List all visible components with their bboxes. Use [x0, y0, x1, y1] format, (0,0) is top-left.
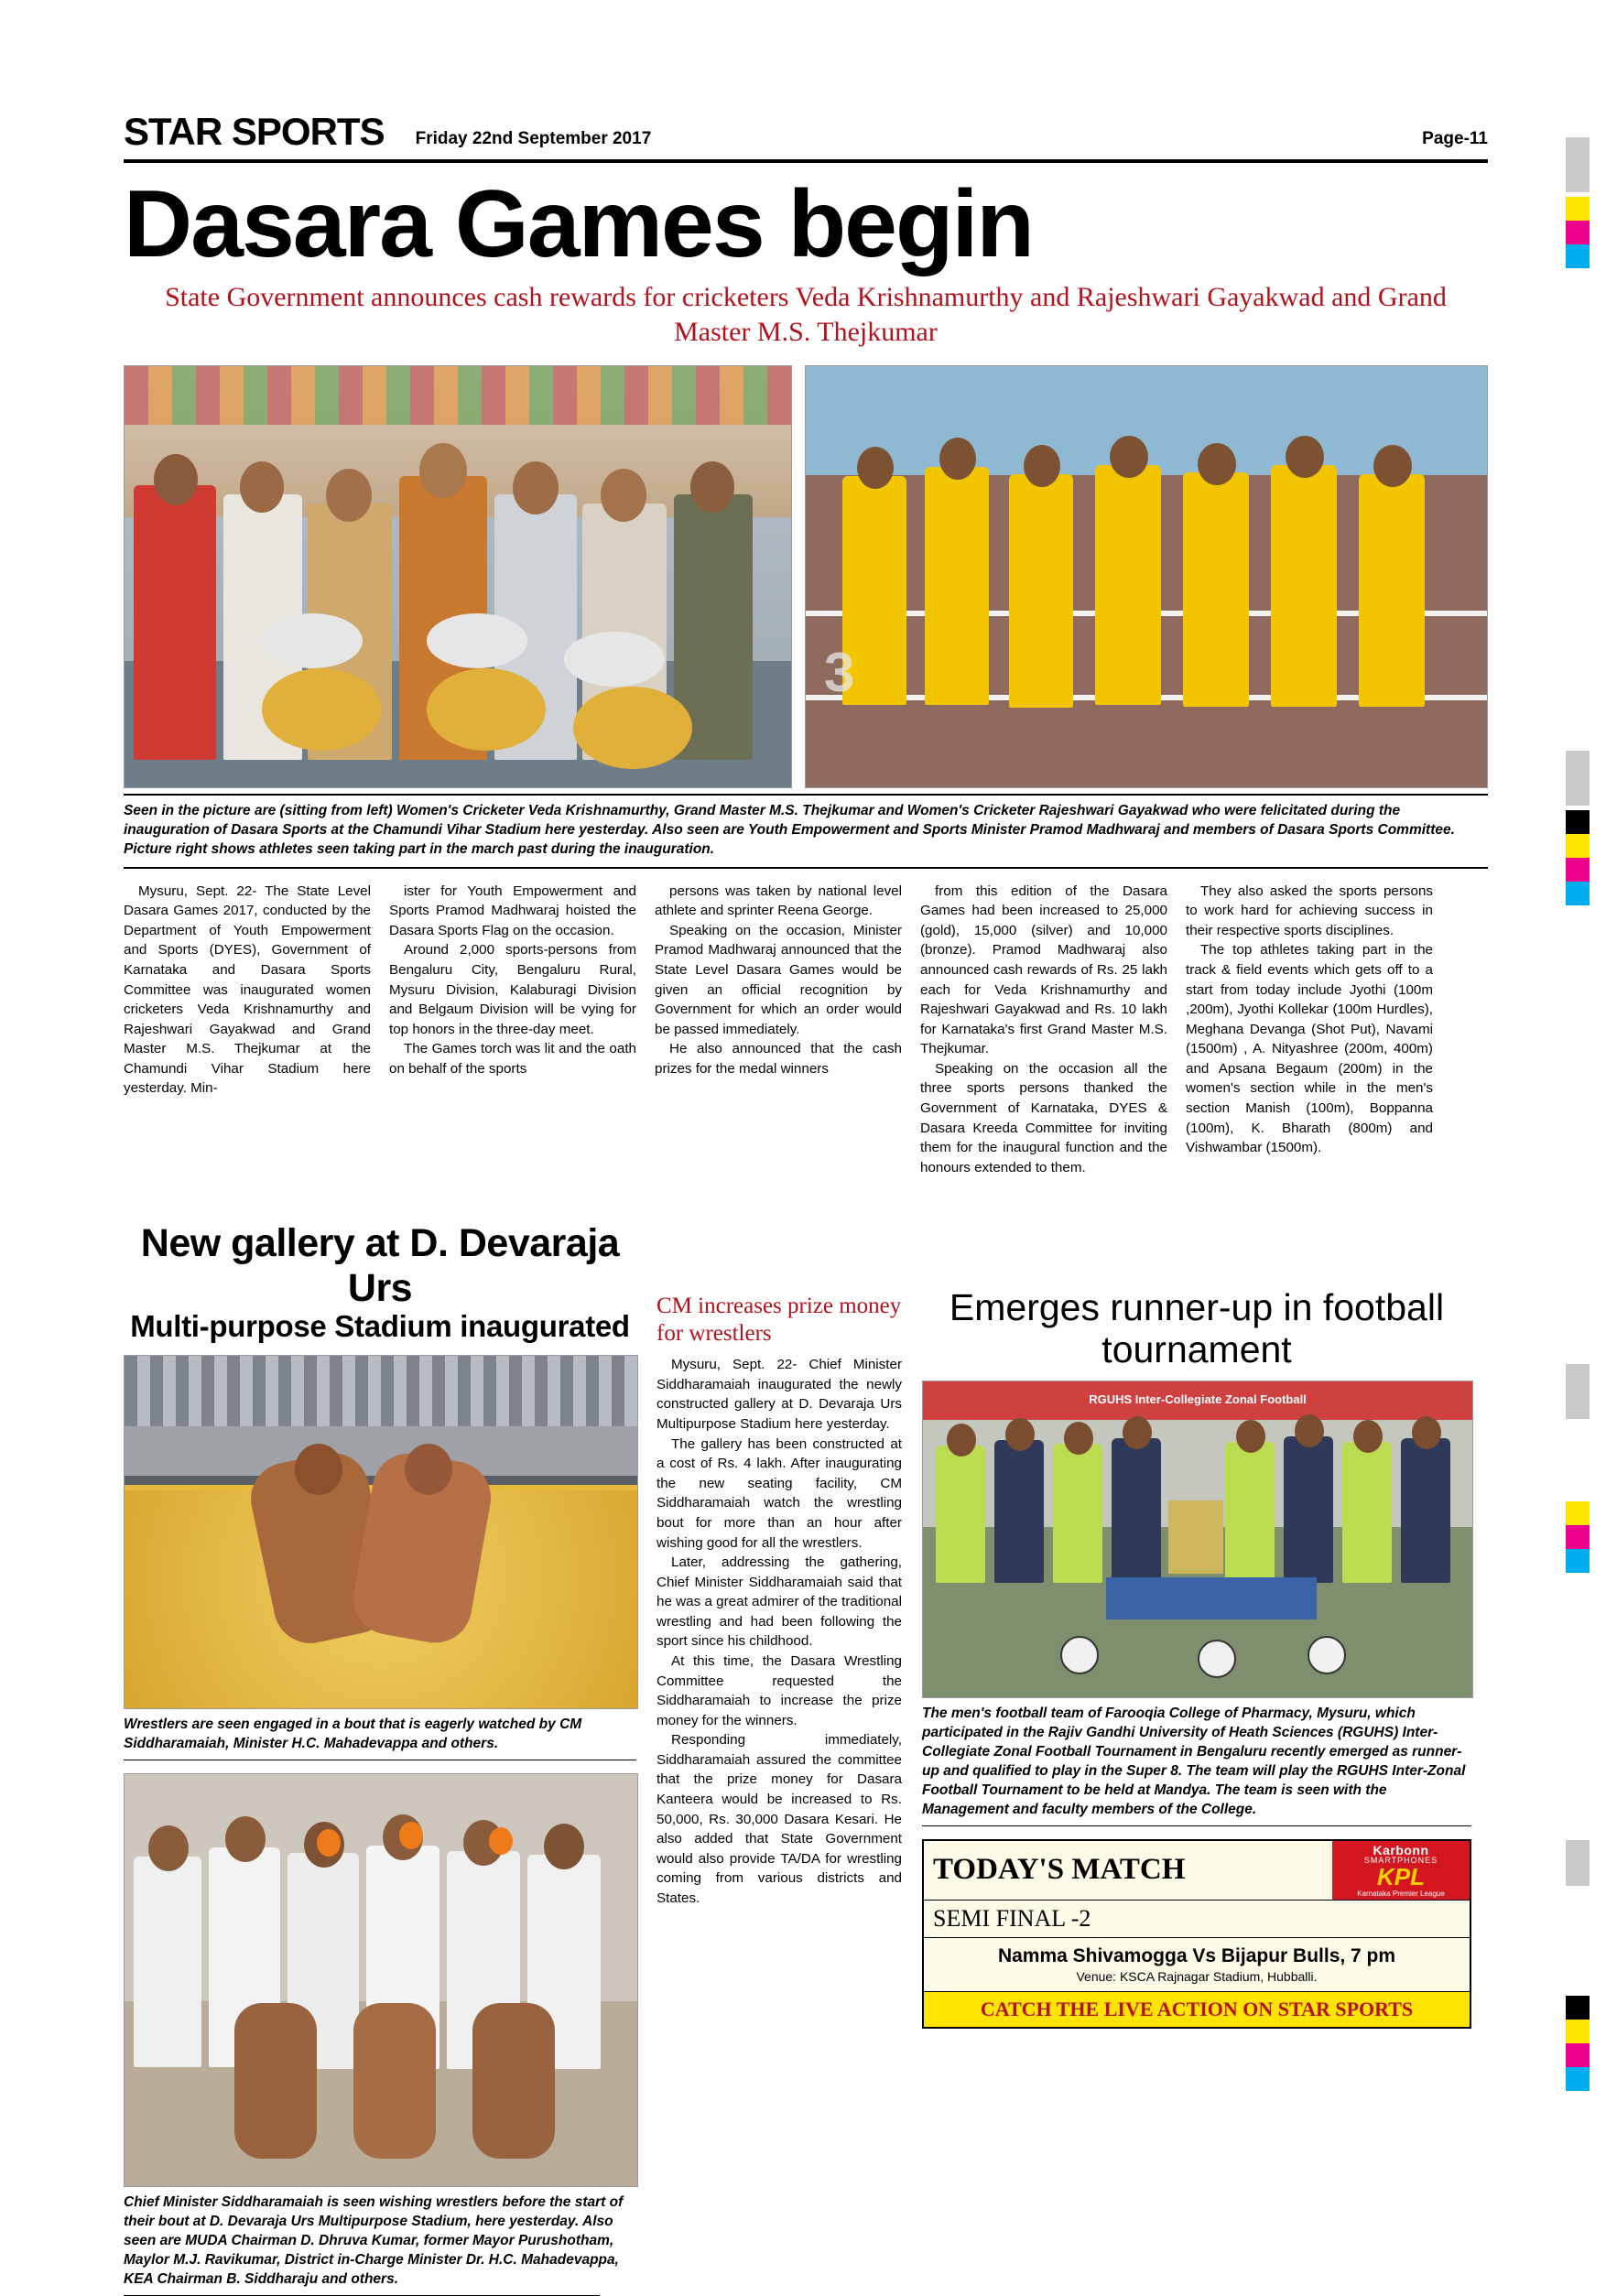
story-para: from this edition of the Dasara Games had been increased to 25,000 (gold), 15,000 (silver) and 10,000 (bronze). Pramod Madhwaraj also announced cash rewards of Rs. 25 lakh each for Veda Krishnamurthy and Rajeshwari Gayakwad and Rs. 10 lakh for Karnataka's first Grand Master M.S. Thejkumar. [920, 883, 1167, 1057]
story-para: Around 2,000 sports-persons from Bengaluru City, Bengaluru Rural, Mysuru Division, Kalaburagi Division and Belgaum Division will be vying for top honors in the three-day meet. [389, 942, 636, 1037]
reg-swatch-magenta-3 [1566, 1525, 1590, 1549]
reg-swatch-black-2 [1566, 1996, 1590, 2020]
todays-match-title: TODAY'S MATCH [933, 1853, 1186, 1887]
story-para: Mysuru, Sept. 22- The State Level Dasara Games 2017, conducted by the Department of Youth Empowerment and Sports (DYES), Government of Karnataka and Dasara Sports Committee was inaugurated women cricketers Veda Krishnamurthy and Rajeshwari Gayakwad and Grand Master M.S. Thejkumar at the Chamundi Vihar Stadium here yesterday. Min- [124, 883, 371, 1097]
match-venue: Venue: KSCA Rajnagar Stadium, Hubballi. [924, 1969, 1470, 1992]
reg-swatch-cyan-3 [1566, 1549, 1590, 1573]
reg-swatch-cyan [1566, 244, 1590, 268]
story-column-1 [124, 882, 371, 1178]
todays-match-header [924, 1841, 1470, 1901]
football-headline: Emerges runner-up in football tournament [949, 1286, 1445, 1371]
main-story-columns [124, 882, 1488, 1178]
story-para: He also announced that the cash prizes for the medal winners [655, 1041, 902, 1077]
story-column-2 [389, 882, 636, 1178]
registration-color-bars-low [1566, 1501, 1590, 1573]
reg-swatch-black [1566, 810, 1590, 834]
story-para: The top athletes taking part in the track & field events which gets off to a start from today include Jyothi (100m ,200m), Jyothi Kollekar (100m Hurdles), Meghana Devanga (Shot Put), Navami (1500m) , A. Nityashree (200m, 400m) and Apsana Begaum (200m) in the women's section while in the men's section Manish (100m), Boppanna (100m), K. Bharath (800m) and Vishwambar (1500m). [1186, 942, 1433, 1156]
football-block [922, 1197, 1471, 2295]
reg-swatch-magenta-4 [1566, 2043, 1590, 2067]
masthead [124, 110, 1488, 163]
publication-title: STAR SPORTS [124, 110, 385, 153]
story-para: Later, addressing the gathering, Chief Minister Siddharamaiah said that he was a great admirer of the traditional wrestling and had been following the sport since his childhood. [657, 1554, 902, 1650]
story-para: persons was taken by national level athlete and sprinter Reena George. [655, 883, 902, 919]
match-stage: SEMI FINAL -2 [924, 1901, 1470, 1938]
kpl-sponsor-logo [1332, 1841, 1470, 1900]
story-para: The gallery has been constructed at a cost of Rs. 4 lakh. After inaugurating the new seating facility, CM Siddharamaiah watch the wrestling bout for more than an hour after wishing good for all the wrestlers. [657, 1435, 902, 1551]
gallery-headline-line2: Multi-purpose Stadium inaugurated [130, 1309, 630, 1344]
photo-football-team: RGUHS Inter-Collegiate Zonal Football [922, 1381, 1473, 1698]
reg-swatch-yellow-3 [1566, 1501, 1590, 1525]
photo-cm-wishing-wrestlers [124, 1773, 638, 2187]
prize-story-headline: CM increases prize money for wrestlers [657, 1294, 902, 1347]
registration-grey-bar-1 [1566, 137, 1590, 192]
caption-rule-bottom [124, 867, 1488, 869]
photo-wrestling-bout [124, 1355, 638, 1709]
wrestling-photo-caption: Wrestlers are seen engaged in a bout that is eagerly watched by CM Siddharamaiah, Minister H.C. Mahadevappa and others. [124, 1717, 582, 1752]
publication-date: Friday 22nd September 2017 [415, 129, 652, 148]
story-para: The Games torch was lit and the oath on behalf of the sports [389, 1041, 636, 1077]
reg-swatch-yellow [1566, 197, 1590, 221]
caption-divider-3 [922, 1825, 1471, 1826]
story-para: Mysuru, Sept. 22- Chief Minister Siddharamaiah inaugurated the newly constructed gallery at D. Devaraja Urs Multipurpose Stadium here yesterday. [657, 1357, 902, 1433]
story-para: Speaking on the occasion all the three sports persons thanked the Government of Karnataka, DYES & Dasara Kreeda Committee for inviting them for the inaugural function and the honours extended to them. [920, 1060, 1167, 1175]
lead-subhead: State Government announces cash rewards for cricketers Veda Krishnamurthy and Rajeshwari Gayakwad and Grand Master M.S. Thejkumar [165, 282, 1447, 348]
reg-swatch-magenta-2 [1566, 858, 1590, 882]
prize-story-body [657, 1355, 902, 1908]
gallery-story-block [124, 1197, 636, 2295]
story-para: They also asked the sports persons to work hard for achieving success in their respective sports disciplines. [1186, 883, 1433, 938]
registration-color-bars-bottom [1566, 1996, 1590, 2091]
lead-photo-caption: Seen in the picture are (sitting from left) Women's Cricketer Veda Krishnamurthy, Grand Master M.S. Thejkumar and Women's Cricketer Rajeshwari Gayakwad who were felicitated during the inauguration of Dasara Sports at the Chamundi Vihar Stadium here yesterday. Also seen are Youth Empowerment and Sports Minister Pramod Madhwaraj and members of Dasara Sports Committee. Picture right shows athletes seen taking part in the march past during the inauguration. [124, 802, 1455, 857]
reg-swatch-magenta [1566, 221, 1590, 244]
registration-grey-bar-2 [1566, 751, 1590, 806]
page-number: Page-11 [1422, 129, 1488, 148]
page-content [124, 110, 1488, 2296]
lead-photo-row [124, 365, 1488, 788]
story-para: Speaking on the occasion, Minister Pramod Madhwaraj announced that the State Level Dasara Games would be given an official recognition by Government for which an order would be passed immediately. [655, 922, 902, 1037]
registration-grey-bar-3 [1566, 1364, 1590, 1419]
match-teams: Namma Shivamogga Vs Bijapur Bulls, 7 pm [997, 1944, 1396, 1966]
story-column-3 [655, 882, 902, 1178]
reg-swatch-cyan-2 [1566, 882, 1590, 905]
league-full-name: Karnataka Premier League [1357, 1889, 1445, 1898]
gallery-headline-line1: New gallery at D. Devaraja Urs [140, 1221, 620, 1311]
cm-photo-caption: Chief Minister Siddharamaiah is seen wishing wrestlers before the start of their bout at D. Devaraja Urs Multipurpose Stadium, here yesterday. Also seen are MUDA Chairman D. Dhruva Kumar, former Mayor Purushotham, Maylor M.J. Ravikumar, District in-Charge Minister Dr. H.C. Mahadevappa, KEA Chairman B. Siddharaju and others. [124, 2194, 624, 2287]
story-para: Responding immediately, Siddharamaiah assured the committee that the prize money for Dasara Kanteera would be increased to Rs. 50,000, Rs. 30,000 Dasara Kesari. He also added that State Government would also provide TA/DA for wrestling coming from various districts and States. [657, 1732, 902, 1906]
live-action-banner: CATCH THE LIVE ACTION ON STAR SPORTS [924, 1992, 1470, 2027]
football-photo-caption: The men's football team of Farooqia College of Pharmacy, Mysuru, which participated in the Rajiv Gandhi University of Heath Sciences (RGUHS) Inter-Collegiate Zonal Football Tournament in Bengaluru recently emerged as runner-up and qualified to play in the Super 8. The team will play the RGUHS Inter-Zonal Football Tournament to be held at Mandya. The team is seen with the Management and faculty members of the College. [922, 1706, 1466, 1817]
reg-swatch-cyan-4 [1566, 2067, 1590, 2091]
registration-color-bars-mid [1566, 810, 1590, 905]
todays-match-box[interactable] [922, 1839, 1471, 2029]
reg-swatch-yellow-4 [1566, 2020, 1590, 2043]
sponsor-tagline: SMARTPHONES [1363, 1855, 1438, 1865]
story-column-5 [1186, 882, 1433, 1178]
league-abbr: KPL [1377, 1862, 1425, 1890]
registration-grey-bar-4 [1566, 1840, 1590, 1886]
photo-march-past: 3 [805, 365, 1488, 788]
photo-felicitation [124, 365, 792, 788]
story-column-4 [920, 882, 1167, 1178]
story-para: ister for Youth Empowerment and Sports Pramod Madhwaraj hoisted the Dasara Sports Flag on the occasion. [389, 883, 636, 938]
caption-rule-top [124, 794, 1488, 796]
lead-headline: Dasara Games begin [124, 171, 1033, 277]
reg-swatch-yellow-2 [1566, 834, 1590, 858]
story-para: At this time, the Dasara Wrestling Committee requested the Siddharamaiah to increase the prize money for the winners. [657, 1652, 902, 1728]
prize-story-block [657, 1197, 902, 2295]
lower-section [124, 1197, 1488, 2295]
registration-color-bars-top [1566, 197, 1590, 268]
sponsor-brand-name: Karbonn [1373, 1842, 1429, 1857]
